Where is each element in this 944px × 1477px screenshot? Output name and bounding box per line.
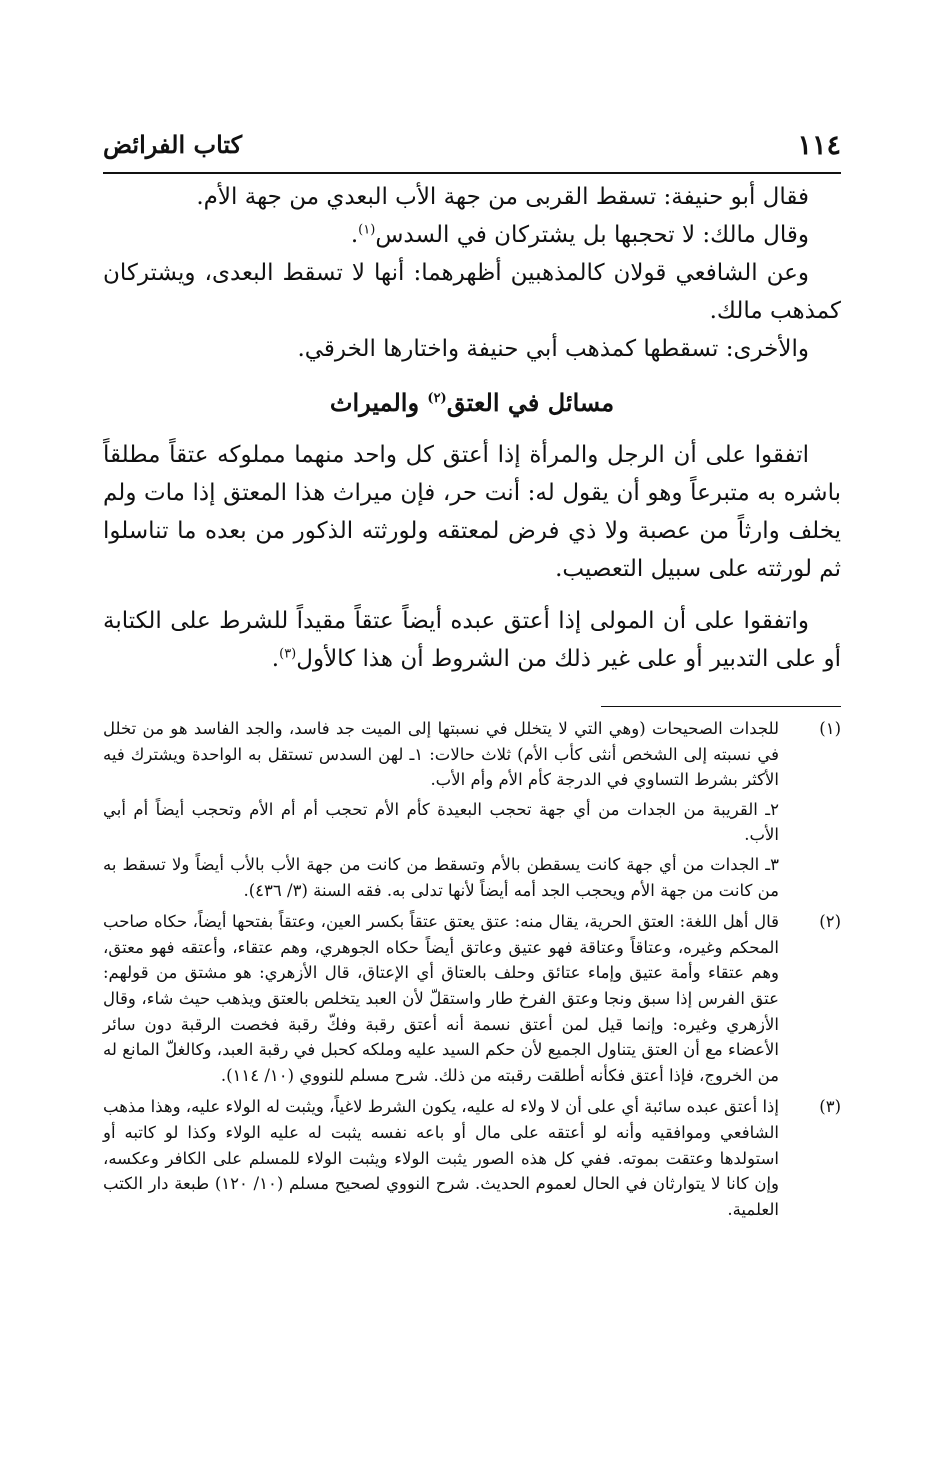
footnote-2 [103,909,841,1088]
footnote-divider [601,706,841,707]
paragraph-malik-text: وقال مالك: لا تحجبها بل يشتركان في السدس [375,222,809,248]
footnote-number: (٣) [819,1097,841,1117]
footnote-number: (١) [819,719,841,738]
footnote-ref-3: (٣) [279,646,297,662]
paragraph-abu-hanifa: فقال أبو حنيفة: تسقط القربى من جهة الأب البعدي من جهة الأم. [196,184,809,210]
paragraph-agreement-2-end: . [271,646,280,672]
running-title: كتاب الفرائض [103,130,243,159]
footnotes [103,716,841,1228]
footnote-1 [103,716,841,903]
paragraph-shafii: وعن الشافعي قولان كالمذهبين أظهرهما: أنها لا تسقط البعدى، ويشتركان كمذهب مالك. [103,260,841,324]
footnote-number: (٢) [819,912,841,932]
paragraph-agreement-2 [103,602,841,678]
footnote-text: للجدات الصحيحات (وهي التي لا يتخلل في نسبتها إلى الميت جد فاسد، والجد الفاسد هو من تخلل في نسبته إلى الشخص أنثى كأب الأم) ثلاث حالات: ١ـ لهن السدس تستقل به الواحدة ويشترك فيه الأكثر بشرط التساوي في الدرجة كأم الأم وأم الأب. [103,719,779,790]
paragraph-malik [103,216,841,254]
footnote-text: إذا أعتق عبده سائبة أي على أن لا ولاء له عليه، يكون الشرط لاغياً، ويثبت له الولاء عليه، وهذا مذهب الشافعي وموافقيه وأنه لو أعتقه على مال أو باعه نفسه يثبت له عليه الولاء وكذا لو كاتبه أو استولدها وعتقت بموته. ففي كل هذه الصور يثبت الولاء ويثبت الولاء للمسلم على الكافر وعكسه، وإن كانا لا يتوارثان في الحال لعموم الحديث. شرح النووي لصحيح مسلم (١٠/ ١٢٠) طبعة دار الكتب العلمية. [103,1097,779,1219]
footnote-ref-1: (١) [358,222,376,238]
footnote-text: ٢ـ القريبة من الجدات من أي جهة تحجب البعيدة كأم الأم تحجب أم أم الأم وتحجب أيضاً أم أبي الأب. [103,799,779,845]
page-header [103,120,841,174]
paragraph-agreement-1: اتفقوا على أن الرجل والمرأة إذا أعتق كل واحد منهما مملوكه عتقاً مطلقاً باشره به متبرعاً وهو أن يقول له: أنت حر، فإن ميراث هذا المعتق إذا مات ولم يخلف وارثاً من عصبة ولا ذي فرض لمعتقه ولورثته الذكور من بعده ما تناسلوا ثم لورثته على سبيل التعصيب. [103,442,841,582]
section-title [103,386,841,420]
section-title-text-a: مسائل في العتق [446,388,615,417]
paragraph-agreement-2-text: واتفقوا على أن المولى إذا أعتق عبده أيضاً عتقاً مقيداً للشرط على الكتابة أو على التدبير أو على غير ذلك من الشروط أن هذا كالأول [103,608,841,672]
footnote-text: قال أهل اللغة: العتق الحرية، يقال منه: عتق يعتق عتقاً بكسر العين، وعتقاً بفتحها أيضاً، حكاه صاحب المحكم وغيره، وعتاقاً وعتاقة فهو عتيق وعاتق أيضاً حكاه الجوهري، وهم عتقاء، وأعتقه فهو معتق، وهم عتقاء وأمة عتيق وإماء عتائق وحلف بالعتاق أي الإعتاق، قال الأزهري: هو مشتق من قولهم: عتق الفرس إذا سبق ونجا وعتق الفرخ طار واستقلّ لأن العبد يتخلص بالعتق ويذهب حيث شاء، وقال الأزهري وغيره: وإنما قيل لمن أعتق نسمة أنه أعتق رقبة وفكّ رقبة فخصت الرقبة دون سائر الأعضاء مع أن العتق يتناول الجميع لأن حكم السيد عليه وملكه كحبل في رقبة العبد، وكالغلّ المانع له من الخروج، فإذا أعتق فكأنه أطلقت رقبته من ذلك. شرح مسلم للنووي (١٠/ ١١٤). [103,912,779,1085]
paragraph-malik-end: . [350,222,359,248]
footnote-text: ٣ـ الجدات من أي جهة كانت يسقطن بالأم وتسقط من كانت من جهة الأب بالأب أيضاً ولا تسقط به من كانت من جهة الأم ويحجب الجد أمه أيضاً لأنها تدلى به. فقه السنة (٣/ ٤٣٦). [103,854,779,900]
footnote-ref-2: (٢) [427,391,447,406]
page-number: ١١٤ [797,130,841,161]
paragraph-other-view: والأخرى: تسقطها كمذهب أبي حنيفة واختارها الخرقي. [297,336,809,362]
main-text [103,178,841,678]
footnote-3 [103,1094,841,1222]
section-title-text-b: والميراث [329,388,428,417]
